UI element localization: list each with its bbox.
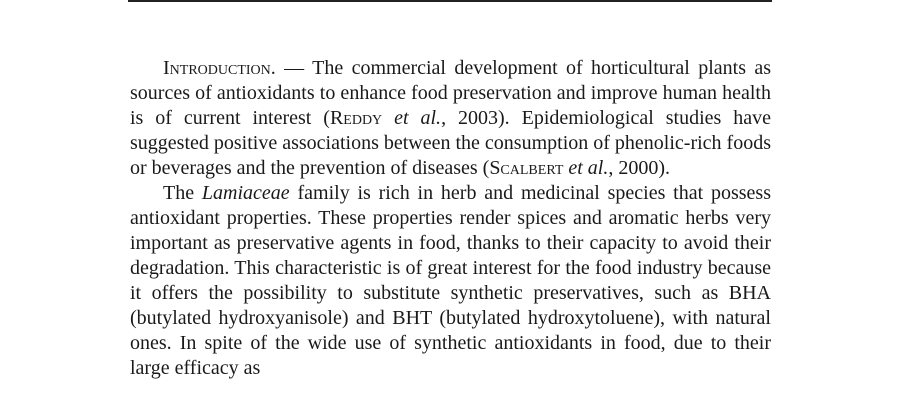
lamiaceae-paragraph: [130, 181, 771, 381]
figure-frame-bottom-edge: [128, 0, 772, 2]
section-heading: Introduction.: [163, 57, 276, 79]
article-body: [130, 56, 771, 381]
intro-text-1: The commercial development of horticultural plants as sources of antioxidants to enhance food preservation and improve human health is of current interest (: [130, 57, 771, 129]
introduction-paragraph: [130, 56, 771, 181]
heading-dash: —: [275, 57, 313, 79]
citation-etal-2: et al.: [568, 157, 609, 179]
family-name: Lamiaceae: [201, 182, 290, 204]
para2-text: family is rich in herb and medicinal species that possess antioxidant properties. These properties render spices and aromatic herbs very important as preservative agents in food, thanks to their capacity to avoid their degradation. This characteristic is of great interest for the food industry because it offers the possibility to substitute synthetic preservatives, such as BHA (butylated hydroxyanisole) and BHT (butylated hydroxytoluene), with natural ones. In spite of the wide use of synthetic antioxidants in food, due to their large efficacy as: [130, 182, 771, 379]
citation-author-scalbert: Scalbert: [489, 157, 564, 179]
citation-etal-1: et al.: [394, 107, 442, 129]
intro-text-3: , 2000).: [608, 157, 671, 179]
citation-author-reddy: Reddy: [329, 107, 383, 129]
intro-text-2: , 2003). Epidemiological studies have suggested positive associations between the consumption of phenolic-rich foods or beverages and the prevention of diseases (: [130, 107, 771, 179]
para2-lead: The: [163, 182, 202, 204]
